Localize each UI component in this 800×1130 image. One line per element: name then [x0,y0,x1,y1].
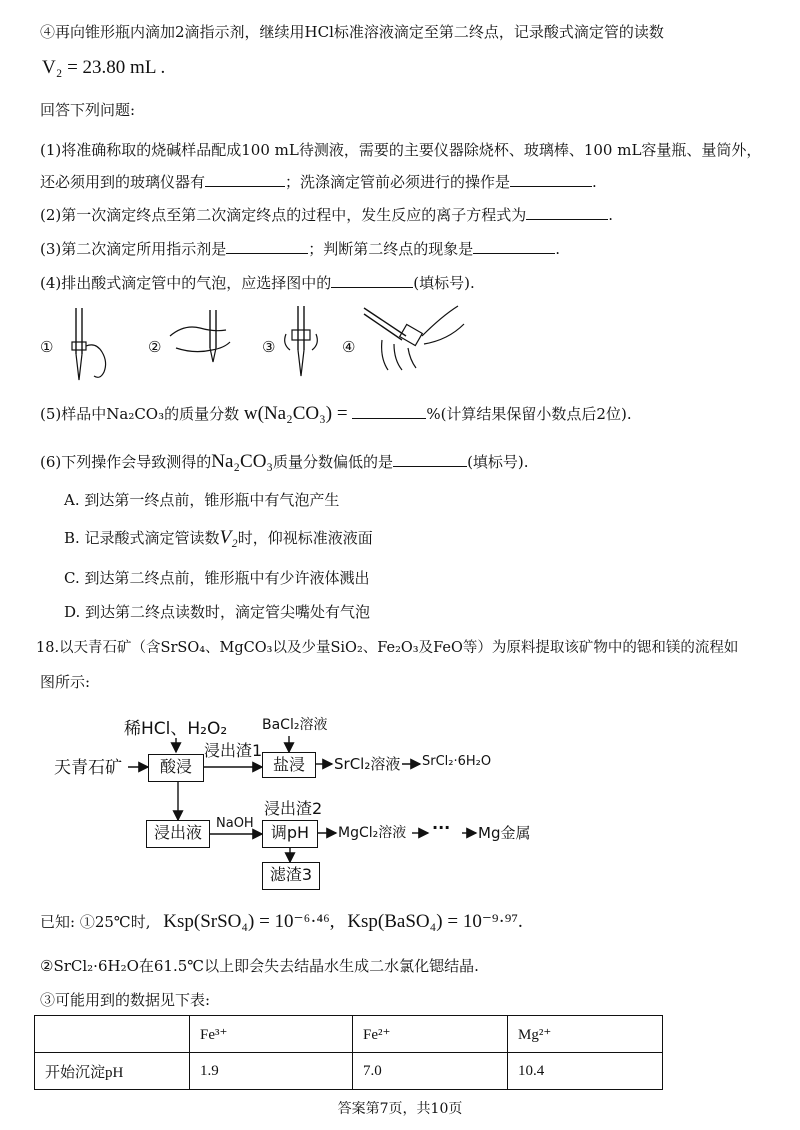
q5-formula: w(Na₂CO₃) = [243,403,348,424]
page-footer: 答案第7页，共10页 [337,1101,463,1117]
q18-line1: 18.以天青石矿（含SrSO₄、MgCO₃以及少量SiO₂、Fe₂O₃及FeO等）为原料提取该矿物中的锶和镁的流程如 [36,640,739,656]
q3-text-a: (3)第二次滴定所用指示剂是 [40,240,227,258]
flow-box-adjust-ph: 调pH [262,820,318,848]
flow-dots: ··· [432,818,451,837]
table-header-cell [35,1016,190,1053]
q5-text: (5)样品中Na₂CO₃的质量分数 [40,405,240,423]
q4-text: (4)排出酸式滴定管中的气泡，应选择图中的 [40,274,332,292]
table-cell: 7.0 [353,1053,508,1090]
precipitation-ph-table [34,1015,663,1090]
known-1-ksp-baso4: Ksp(BaSO₄) = 10⁻⁹·⁹⁷. [347,911,523,932]
fig-label-2: ② [148,338,162,356]
table-row [35,1053,663,1090]
fig-label-4: ④ [342,338,356,356]
q1-line1: (1)将准确称取的烧碱样品配成100 mL待测液，需要的主要仪器除烧杯、玻璃棒、100 mL容量瓶、量筒外， [40,141,762,159]
flow-naoh: NaOH [216,816,254,831]
q3-end: . [555,240,561,258]
flow-residue-2: 浸出渣2 [264,799,323,818]
option-a: A. 到达第一终点前，锥形瓶中有气泡产生 [64,491,340,509]
v2-equation: V₂ = 23.80 mL . [42,57,166,78]
table-cell: 开始沉淀pH [35,1053,190,1090]
flow-box-acid-leach: 酸浸 [148,754,204,782]
fig-label-3: ③ [262,338,276,356]
q18-line2: 图所示: [40,673,91,691]
flow-residue-1: 浸出渣1 [204,741,263,760]
fig-label-1: ① [40,338,54,356]
flow-srcl2-crystal: SrCl₂·6H₂O [422,754,492,769]
flow-box-filter-residue-3: 滤渣3 [262,862,320,890]
flow-mgcl2-solution: MgCl₂溶液 [338,825,407,841]
table-cell: 10.4 [508,1053,663,1090]
q6-end: (填标号). [467,453,529,471]
table-cell: 1.9 [190,1053,353,1090]
q6-formula: Na₂CO₃ [211,451,274,472]
flow-srcl2-solution: SrCl₂溶液 [334,755,401,773]
known-1-ksp-srso4: Ksp(SrSO₄) = 10⁻⁶·⁴⁶, [163,911,335,932]
option-d: D. 到达第二终点读数时，滴定管尖嘴处有气泡 [64,603,371,621]
table-header-cell: Mg²⁺ [508,1016,663,1053]
q2-text: (2)第一次滴定终点至第二次滴定终点的过程中，发生反应的离子方程式为 [40,206,527,224]
known-2: ②SrCl₂·6H₂O在61.5℃以上即会失去结晶水生成二水氯化锶结晶. [40,957,479,975]
known-1-text: 已知: ①25℃时, [40,913,151,931]
step4-text: ④再向锥形瓶内滴加2滴指示剂，继续用HCl标准溶液滴定至第二终点，记录酸式滴定管的读数 [40,23,664,41]
q1-text-b: ；洗涤滴定管前必须进行的操作是 [285,173,511,191]
flow-reagent-1: 稀HCl、H₂O₂ [124,719,228,739]
answer-intro: 回答下列问题: [40,101,136,119]
table-header-cell: Fe²⁺ [353,1016,508,1053]
flow-box-salt-leach: 盐浸 [262,752,316,778]
q2-end: . [608,206,614,224]
option-c: C. 到达第二终点前，锥形瓶中有少许液体溅出 [64,569,370,587]
q1-text-a: 还必须用到的玻璃仪器有 [40,173,206,191]
known-3: ③可能用到的数据见下表: [40,991,211,1009]
q1-text-c: . [592,173,597,191]
q5-end: %(计算结果保留小数点后2位). [426,405,632,423]
flow-reagent-2: BaCl₂溶液 [262,717,328,733]
known-1 [40,912,523,932]
option-b-var: V₂ [219,527,238,548]
option-b-text-a: B. 记录酸式滴定管读数 [64,529,220,547]
option-b-text-b: 时，仰视标准液液面 [237,529,373,547]
q6-text-a: (6)下列操作会导致测得的 [40,453,212,471]
q3-text-b: ；判断第二终点的现象是 [308,240,474,258]
q4-end: (填标号). [413,274,475,292]
q6-text-b: 质量分数偏低的是 [273,453,394,471]
flow-ore: 天青石矿 [54,758,122,778]
table-header-cell: Fe³⁺ [190,1016,353,1053]
flow-mg-metal: Mg金属 [478,824,531,842]
flow-box-leachate: 浸出液 [146,820,210,848]
table-header-row [35,1016,663,1053]
